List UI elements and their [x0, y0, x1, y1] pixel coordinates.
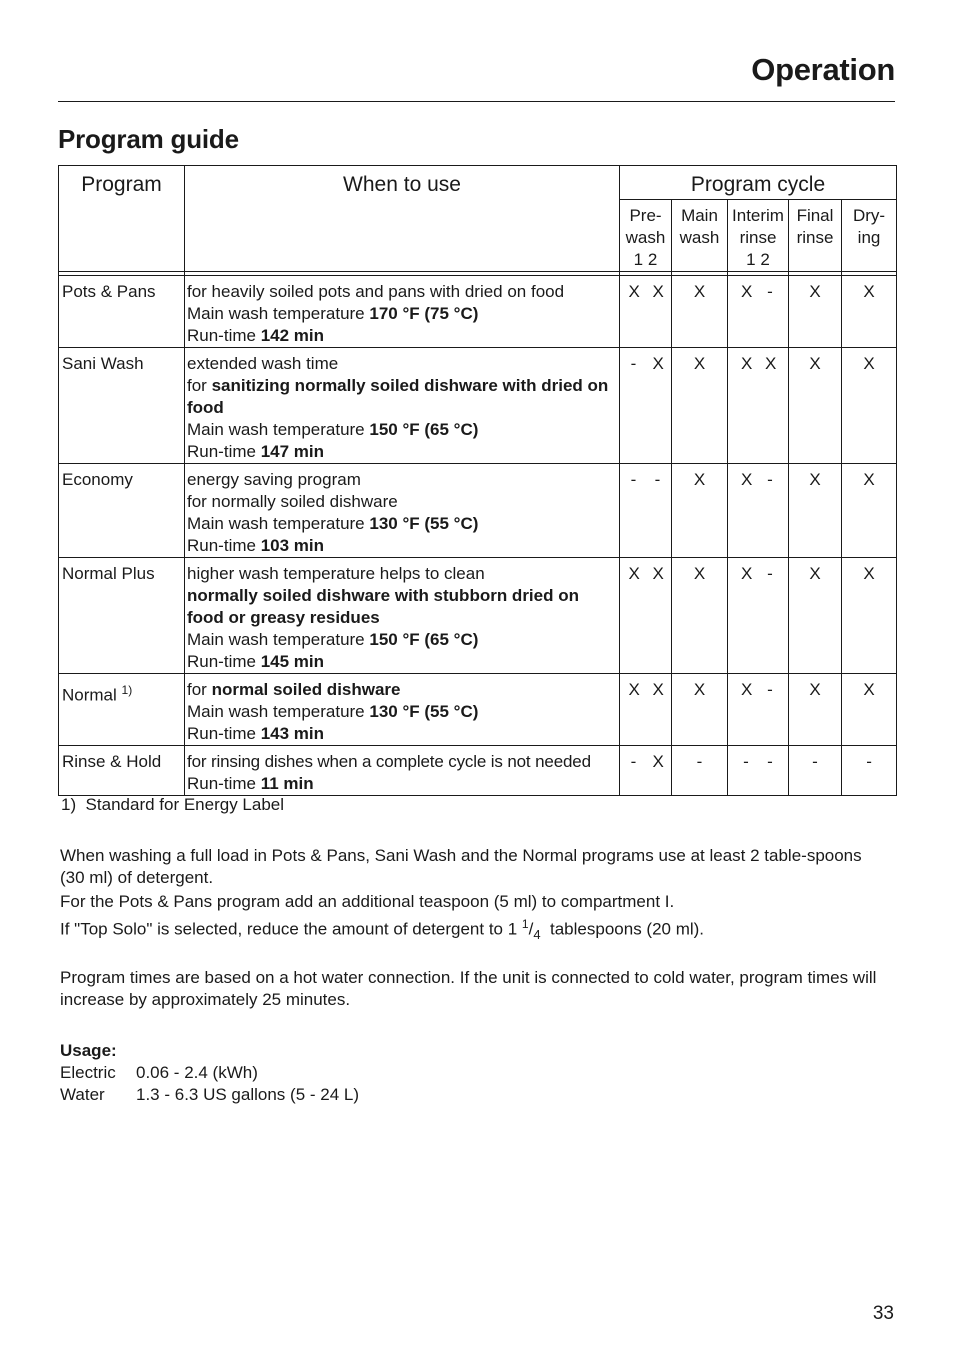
table-row	[59, 348, 897, 464]
runtime-line: Run-time 145 min	[187, 652, 324, 671]
program-name: Normal $^{1)}$	[59, 674, 185, 746]
program-name: Pots & Pans	[59, 276, 185, 348]
header-drying: Dry- ing	[842, 200, 897, 272]
when-to-use	[185, 276, 620, 348]
temp-line: Main wash temperature 170 °F (75 °C)	[187, 304, 479, 323]
for-line: for normal soiled dishware	[187, 680, 401, 699]
page-header	[58, 52, 895, 102]
temp-line: Main wash temperature 150 °F (65 °C)	[187, 420, 479, 439]
usage-electric: Electric 0.06 - 2.4 (kWh)	[60, 1063, 258, 1082]
paragraph-detergent-full-load: When washing a full load in Pots & Pans, Sani Wash and the Normal programs use at least 2 table-spoons (30 ml) of detergent.	[60, 846, 862, 887]
drying-cell: X	[842, 348, 897, 464]
use-line: energy saving program	[187, 470, 361, 489]
header-prewash: Pre- wash 1 2	[620, 200, 672, 272]
final-rinse-cell: X	[789, 558, 842, 674]
use-line: higher wash temperature helps to clean	[187, 564, 485, 583]
header-final-rinse: Final rinse	[789, 200, 842, 272]
paragraph-program-times: Program times are based on a hot water connection. If the unit is connected to cold water, program times will increase by approximately 25 minutes.	[60, 968, 877, 1009]
header-program-cycle: Program cycle	[620, 166, 897, 200]
for-line: for sanitizing normally soiled dishware with dried on food	[187, 376, 609, 417]
prewash-cell: X X	[620, 674, 672, 746]
drying-cell: X	[842, 276, 897, 348]
prewash-cell: X X	[620, 276, 672, 348]
paragraph-top-solo: If "Top Solo" is selected, reduce the amount of detergent to 1 $^1/_4$ tablespoons (20 ml).	[60, 917, 705, 943]
prewash-cell: - X	[620, 746, 672, 796]
drying-cell: X	[842, 464, 897, 558]
when-to-use	[185, 746, 620, 796]
table-row	[59, 674, 897, 746]
bold-line: normally soiled dishware with stubborn dried on food or greasy residues	[187, 586, 579, 627]
use-line: for heavily soiled pots and pans with dried on food	[187, 282, 565, 301]
final-rinse-cell: X	[789, 464, 842, 558]
section-title: Program guide	[58, 124, 239, 154]
page-title: Operation	[751, 52, 895, 87]
drying-cell: X	[842, 674, 897, 746]
use-line: for rinsing dishes when a complete cycle is not needed	[187, 752, 591, 771]
final-rinse-cell: X	[789, 276, 842, 348]
temp-line: Main wash temperature 130 °F (55 °C)	[187, 514, 479, 533]
header-interim-rinse: Interim rinse 1 2	[728, 200, 789, 272]
header-program: Program	[59, 166, 185, 272]
when-to-use	[185, 674, 620, 746]
interim-cell: - -	[728, 746, 789, 796]
interim-cell: X -	[728, 276, 789, 348]
runtime-line: Run-time 143 min	[187, 724, 324, 743]
use-line: extended wash time	[187, 354, 339, 373]
mainwash-cell: X	[672, 348, 728, 464]
mainwash-cell: X	[672, 464, 728, 558]
interim-cell: X -	[728, 558, 789, 674]
drying-cell: -	[842, 746, 897, 796]
prewash-cell: - X	[620, 348, 672, 464]
when-to-use	[185, 558, 620, 674]
when-to-use	[185, 464, 620, 558]
interim-cell: X X	[728, 348, 789, 464]
when-to-use	[185, 348, 620, 464]
runtime-line: Run-time 11 min	[187, 774, 314, 793]
drying-cell: X	[842, 558, 897, 674]
usage-title: Usage:	[60, 1041, 117, 1060]
usage-water: Water 1.3 - 6.3 US gallons (5 - 24 L)	[60, 1085, 360, 1104]
header-when-to-use: When to use	[185, 166, 620, 272]
runtime-line: Run-time 142 min	[187, 326, 324, 345]
prewash-cell: X X	[620, 558, 672, 674]
prewash-cell: - -	[620, 464, 672, 558]
page-number: 33	[872, 1303, 894, 1324]
interim-cell: X -	[728, 674, 789, 746]
runtime-line: Run-time 147 min	[187, 442, 324, 461]
program-name: Normal Plus	[59, 558, 185, 674]
program-name: Economy	[59, 464, 185, 558]
mainwash-cell: -	[672, 746, 728, 796]
mainwash-cell: X	[672, 558, 728, 674]
table-header-row	[59, 166, 897, 200]
temp-line: Main wash temperature 130 °F (55 °C)	[187, 702, 479, 721]
program-guide-table	[58, 165, 897, 796]
header-mainwash: Main wash	[672, 200, 728, 272]
table-row	[59, 464, 897, 558]
footnote: 1) Standard for Energy Label	[61, 795, 285, 814]
footnote-marker: 1)	[121, 683, 133, 697]
interim-cell: X -	[728, 464, 789, 558]
mainwash-cell: X	[672, 276, 728, 348]
program-name: Rinse & Hold	[59, 746, 185, 796]
mainwash-cell: X	[672, 674, 728, 746]
paragraph-pots-pans-teaspoon: For the Pots & Pans program add an additional teaspoon (5 ml) to compartment I.	[60, 892, 675, 911]
final-rinse-cell: -	[789, 746, 842, 796]
table-row	[59, 558, 897, 674]
table-row	[59, 746, 897, 796]
usage-block	[60, 1040, 359, 1106]
final-rinse-cell: X	[789, 348, 842, 464]
use-line: for normally soiled dishware	[187, 492, 398, 511]
temp-line: Main wash temperature 150 °F (65 °C)	[187, 630, 479, 649]
final-rinse-cell: X	[789, 674, 842, 746]
runtime-line: Run-time 103 min	[187, 536, 324, 555]
program-name: Sani Wash	[59, 348, 185, 464]
table-row	[59, 276, 897, 348]
